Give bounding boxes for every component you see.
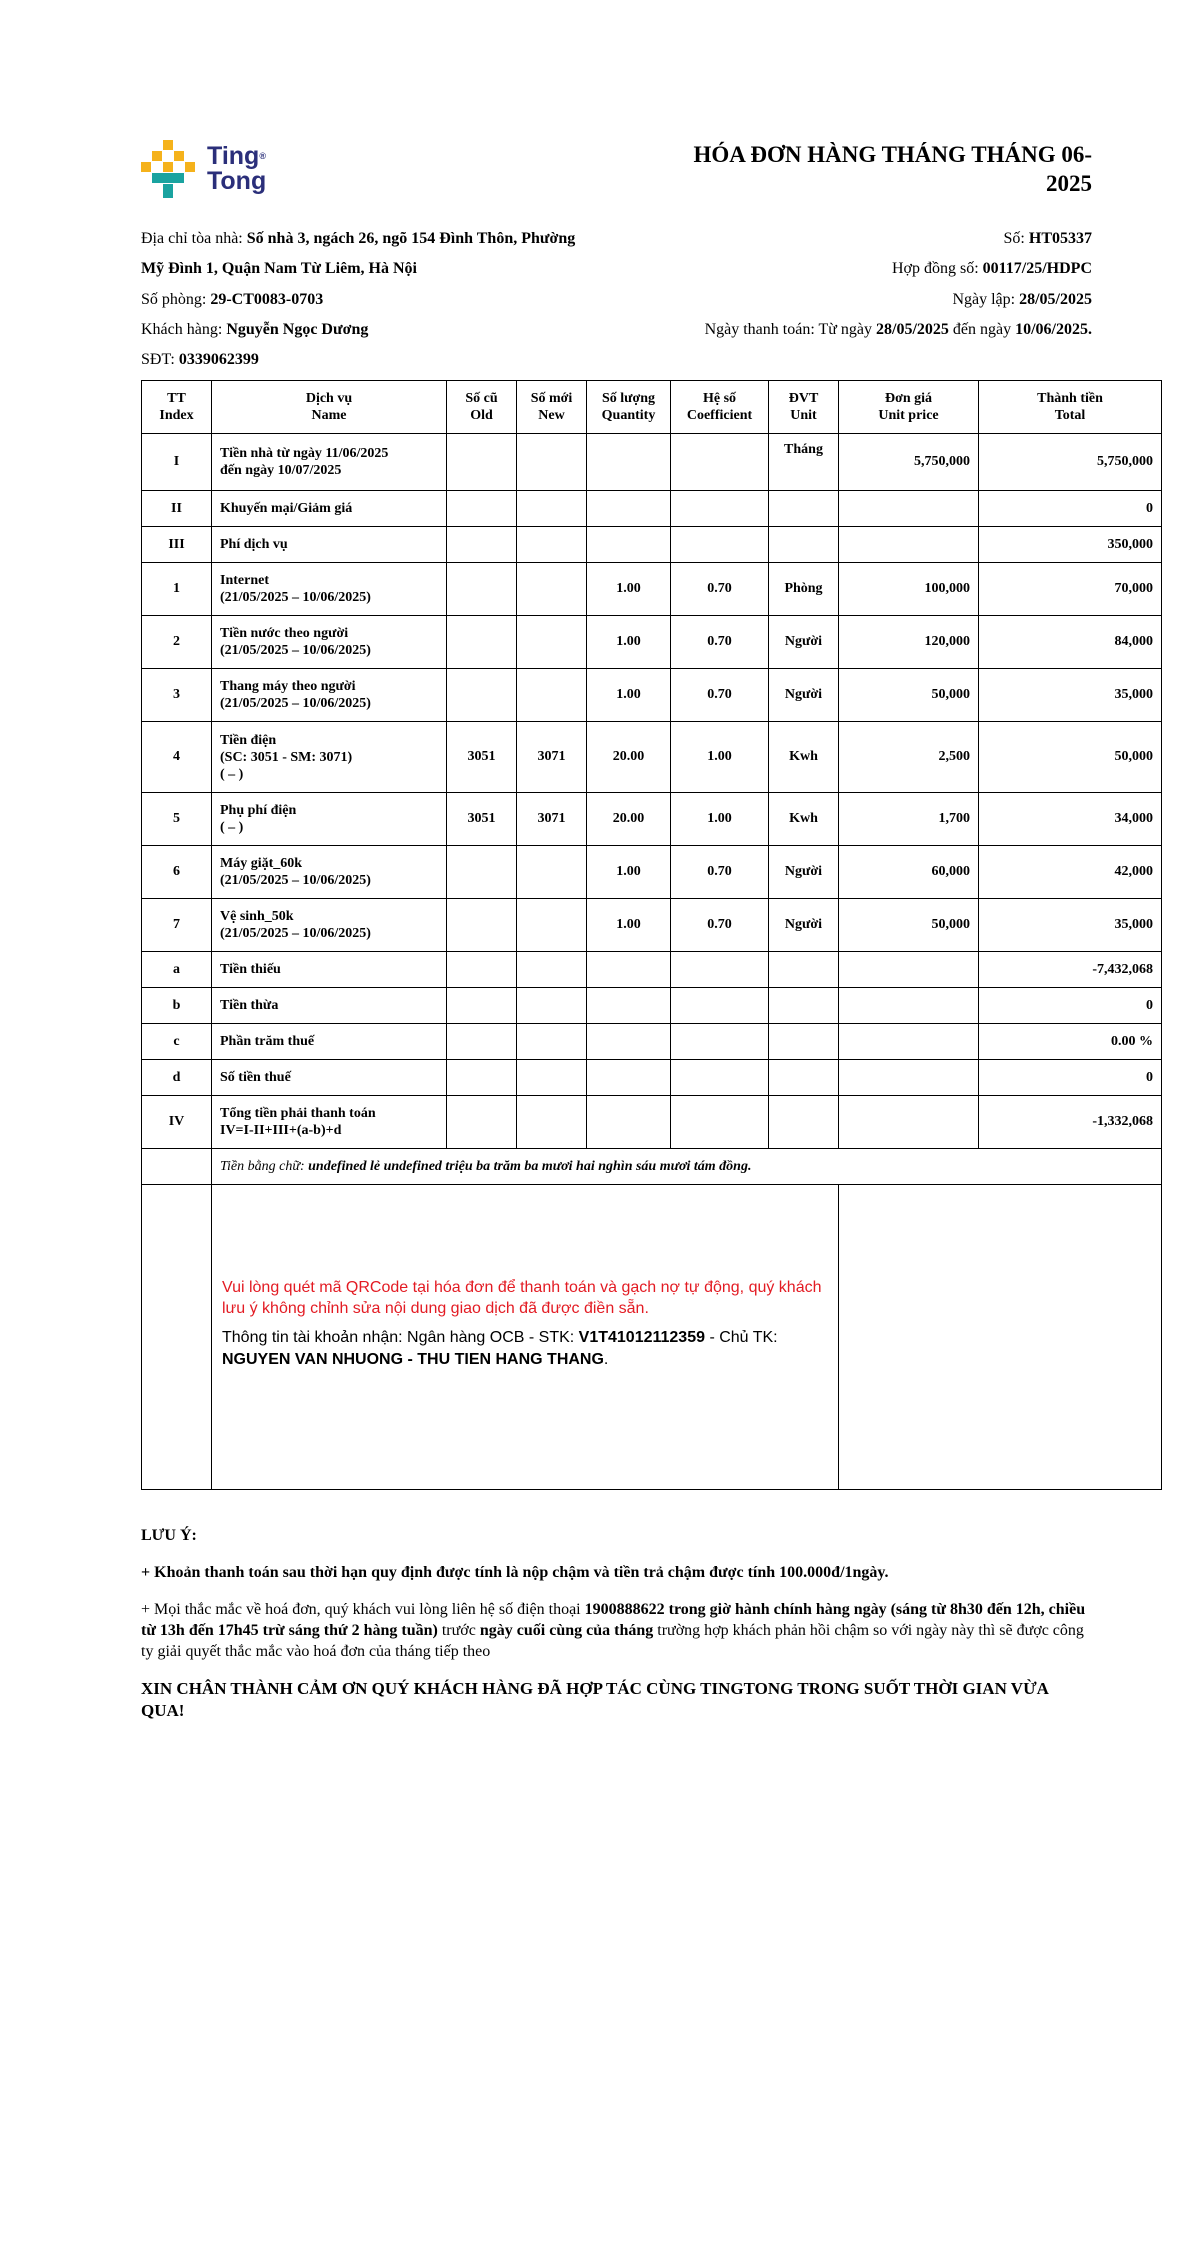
row-new-reading: [517, 1060, 587, 1096]
column-header-line: Name: [311, 408, 347, 423]
column-header: [979, 381, 1162, 434]
row-unit: Người: [769, 616, 839, 669]
column-header-line: Old: [470, 408, 493, 423]
service-name-line: (21/05/2025 – 10/06/2025): [220, 873, 371, 888]
row-quantity: 1.00: [587, 899, 671, 952]
row-unit: [769, 1060, 839, 1096]
column-header-line: New: [538, 408, 565, 423]
logo-registered: ®: [259, 151, 266, 161]
payment-date-label: Ngày thanh toán: Từ ngày: [704, 321, 877, 338]
service-name-line: IV=I-II+III+(a-b)+d: [220, 1123, 342, 1138]
service-name-line: Tiền nước theo người: [220, 626, 349, 641]
row-service-name: [212, 1096, 447, 1149]
invoice-title: HÓA ĐƠN HÀNG THÁNG THÁNG 06-2025: [693, 142, 1092, 196]
row-total: 84,000: [979, 616, 1162, 669]
qr-notice: Vui lòng quét mã QRCode tại hóa đơn để thanh toán và gạch nợ tự động, quý khách lưu ý không chỉnh sửa nội dung giao dịch đã được điền sẵn.: [222, 1279, 822, 1317]
service-name-line: Vệ sinh_50k: [220, 909, 294, 924]
row-unit-price: 120,000: [839, 616, 979, 669]
row-old-reading: [447, 563, 517, 616]
row-total: 42,000: [979, 846, 1162, 899]
row-unit: Người: [769, 899, 839, 952]
row-index: IV: [142, 1096, 212, 1149]
column-header: [839, 381, 979, 434]
note-contact-c: trước: [437, 1622, 480, 1639]
table-header-row: [142, 381, 1162, 434]
column-header: [769, 381, 839, 434]
row-old-reading: [447, 491, 517, 527]
row-quantity: [587, 527, 671, 563]
row-unit: Phòng: [769, 563, 839, 616]
column-header-line: TT: [167, 391, 186, 406]
invoice-info: [141, 230, 1160, 395]
amount-in-words-label: Tiền bằng chữ:: [220, 1158, 309, 1174]
note-late-payment: + Khoản thanh toán sau thời hạn quy định được tính là nộp chậm và tiền trả chậm được tính 100.000đ/1ngày.: [141, 1564, 889, 1581]
service-name-line: Tiền điện: [220, 732, 277, 748]
column-header-line: Unit: [790, 408, 817, 423]
row-new-reading: [517, 846, 587, 899]
service-name-line: (21/05/2025 – 10/06/2025): [220, 590, 371, 605]
row-coefficient: [671, 1060, 769, 1096]
table-row: [142, 669, 1162, 722]
row-index: 4: [142, 722, 212, 793]
row-unit-price: 5,750,000: [839, 434, 979, 491]
amount-in-words: [212, 1149, 1162, 1185]
column-header: [671, 381, 769, 434]
row-old-reading: 3051: [447, 722, 517, 793]
row-coefficient: 0.70: [671, 669, 769, 722]
row-service-name: [212, 846, 447, 899]
contract-value: 00117/25/HDPC: [982, 260, 1092, 277]
column-header-line: Index: [159, 408, 194, 423]
row-index: a: [142, 952, 212, 988]
row-index: b: [142, 988, 212, 1024]
row-service-name: [212, 491, 447, 527]
note-contact-a: + Mọi thắc mắc về hoá đơn, quý khách vui lòng liên hệ số điện thoại: [141, 1601, 585, 1618]
row-index: II: [142, 491, 212, 527]
customer-value: Nguyễn Ngọc Dương: [226, 321, 369, 338]
logo-text-top: Ting: [207, 142, 260, 170]
column-header: [587, 381, 671, 434]
note-contact-deadline: ngày cuối cùng của tháng: [479, 1622, 654, 1639]
account-mid: - Chủ TK:: [705, 1329, 778, 1346]
row-unit: Kwh: [769, 722, 839, 793]
row-old-reading: [447, 1096, 517, 1149]
row-new-reading: [517, 988, 587, 1024]
room-label: Số phòng:: [141, 291, 211, 308]
account-end: .: [603, 1351, 609, 1368]
payment-date-mid: đến ngày: [948, 321, 1016, 338]
row-unit: Người: [769, 846, 839, 899]
tingtong-logo: [141, 140, 301, 202]
row-coefficient: 0.70: [671, 899, 769, 952]
column-header-line: Coefficient: [686, 408, 753, 423]
row-new-reading: 3071: [517, 722, 587, 793]
row-service-name: [212, 1060, 447, 1096]
date-label: Ngày lập:: [952, 291, 1020, 308]
row-unit: [769, 1096, 839, 1149]
table-cell: [142, 1185, 212, 1490]
row-coefficient: 0.70: [671, 563, 769, 616]
service-name-line: Tiền nhà từ ngày 11/06/2025: [220, 446, 389, 461]
row-unit-price: [839, 1024, 979, 1060]
contract-line: [892, 260, 1092, 278]
row-coefficient: 0.70: [671, 616, 769, 669]
service-name-line: Tiền thừa: [220, 998, 279, 1013]
row-new-reading: [517, 491, 587, 527]
row-new-reading: [517, 899, 587, 952]
note-contact: [141, 1599, 1091, 1662]
row-unit: Kwh: [769, 793, 839, 846]
service-name-line: Tổng tiền phải thanh toán: [220, 1106, 376, 1121]
table-row: [142, 491, 1162, 527]
service-name-line: ( – ): [220, 820, 244, 835]
row-total: 0: [979, 1060, 1162, 1096]
row-quantity: [587, 1096, 671, 1149]
row-service-name: [212, 722, 447, 793]
service-name-line: Phần trăm thuế: [220, 1034, 315, 1049]
column-header-line: Thành tiền: [1037, 391, 1103, 406]
row-service-name: [212, 899, 447, 952]
notes-heading: LƯU Ý:: [141, 1527, 197, 1544]
row-service-name: [212, 988, 447, 1024]
column-header: [517, 381, 587, 434]
row-total: 0: [979, 988, 1162, 1024]
table-row: [142, 1024, 1162, 1060]
payment-info-row: [142, 1185, 1162, 1490]
row-service-name: [212, 952, 447, 988]
table-row: [142, 434, 1162, 491]
note-contact-e: trường hợp khách phản hồi chậm so với ngày này thì sẽ được công ty giải quyết thắc mắc vào hoá đơn của tháng tiếp theo: [141, 1622, 1084, 1660]
address-value: Số nhà 3, ngách 26, ngõ 154 Đình Thôn, Phường: [246, 230, 576, 247]
column-header-line: Số mới: [530, 391, 573, 406]
row-coefficient: [671, 1096, 769, 1149]
phone-value: 0339062399: [178, 351, 259, 368]
payment-date-from: 28/05/2025: [876, 321, 949, 338]
table-row: [142, 899, 1162, 952]
row-total: 0: [979, 491, 1162, 527]
row-index: 6: [142, 846, 212, 899]
account-name: NGUYEN VAN NHUONG - THU TIEN HANG THANG: [222, 1351, 604, 1368]
invoice-number-value: HT05337: [1028, 230, 1092, 247]
row-old-reading: 3051: [447, 793, 517, 846]
row-total: 34,000: [979, 793, 1162, 846]
date-value: 28/05/2025: [1019, 291, 1092, 308]
table-row: [142, 616, 1162, 669]
customer-label: Khách hàng:: [141, 321, 227, 338]
invoice-number-label: Số:: [1003, 230, 1029, 247]
column-header-line: Số lượng: [601, 391, 656, 406]
row-total: 70,000: [979, 563, 1162, 616]
address-line-1: [141, 230, 575, 248]
row-coefficient: 1.00: [671, 793, 769, 846]
row-total: 5,750,000: [979, 434, 1162, 491]
row-quantity: [587, 1060, 671, 1096]
service-name-line: ( – ): [220, 766, 244, 782]
table-row: [142, 1096, 1162, 1149]
row-service-name: [212, 527, 447, 563]
notes-section: [141, 1525, 1091, 1738]
service-name-line: Tiền thiếu: [220, 962, 281, 977]
service-name-line: (21/05/2025 – 10/06/2025): [220, 926, 371, 941]
row-old-reading: [447, 952, 517, 988]
customer-line: [141, 321, 368, 339]
column-header: [142, 381, 212, 434]
payment-instructions: [212, 1185, 839, 1490]
invoice-number-line: [1004, 230, 1092, 248]
row-quantity: [587, 988, 671, 1024]
logo-wordmark: [207, 144, 266, 194]
row-total: 50,000: [979, 722, 1162, 793]
row-quantity: [587, 491, 671, 527]
amount-in-words-row: [142, 1149, 1162, 1185]
row-unit-price: [839, 527, 979, 563]
row-old-reading: [447, 669, 517, 722]
row-total: -1,332,068: [979, 1096, 1162, 1149]
row-old-reading: [447, 846, 517, 899]
column-header: [212, 381, 447, 434]
row-index: 5: [142, 793, 212, 846]
service-name-line: (21/05/2025 – 10/06/2025): [220, 696, 371, 711]
row-coefficient: [671, 434, 769, 491]
row-coefficient: [671, 952, 769, 988]
row-coefficient: [671, 988, 769, 1024]
row-unit: [769, 1024, 839, 1060]
service-name-line: Phụ phí điện: [220, 803, 297, 818]
row-quantity: [587, 1024, 671, 1060]
row-new-reading: [517, 1024, 587, 1060]
row-coefficient: [671, 527, 769, 563]
table-row: [142, 793, 1162, 846]
column-header-line: Đơn giá: [884, 391, 933, 406]
row-unit-price: 100,000: [839, 563, 979, 616]
contract-label: Hợp đồng số:: [891, 260, 983, 277]
invoice-page: [141, 140, 1160, 1720]
row-index: III: [142, 527, 212, 563]
account-info: [222, 1327, 830, 1371]
row-index: c: [142, 1024, 212, 1060]
row-unit-price: [839, 952, 979, 988]
row-quantity: [587, 952, 671, 988]
row-unit: [769, 952, 839, 988]
row-unit-price: [839, 1060, 979, 1096]
row-coefficient: 1.00: [671, 722, 769, 793]
row-total: 350,000: [979, 527, 1162, 563]
row-unit-price: 60,000: [839, 846, 979, 899]
service-name-line: Internet: [220, 573, 269, 588]
row-quantity: 1.00: [587, 846, 671, 899]
service-name-line: đến ngày 10/07/2025: [220, 463, 342, 478]
account-prefix: Thông tin tài khoản nhận: Ngân hàng OCB - STK:: [222, 1329, 579, 1346]
row-unit: [769, 988, 839, 1024]
row-quantity: 1.00: [587, 669, 671, 722]
table-row: [142, 988, 1162, 1024]
row-new-reading: [517, 563, 587, 616]
row-old-reading: [447, 434, 517, 491]
row-index: 1: [142, 563, 212, 616]
column-header-line: Unit price: [878, 408, 939, 423]
column-header-line: Hệ số: [702, 391, 737, 406]
row-index: 3: [142, 669, 212, 722]
row-new-reading: 3071: [517, 793, 587, 846]
row-quantity: 20.00: [587, 722, 671, 793]
row-unit: [769, 527, 839, 563]
service-name-line: Số tiền thuế: [220, 1070, 291, 1085]
row-service-name: [212, 434, 447, 491]
row-index: 7: [142, 899, 212, 952]
table-row: [142, 563, 1162, 616]
column-header-line: ĐVT: [788, 391, 819, 406]
service-name-line: (21/05/2025 – 10/06/2025): [220, 643, 371, 658]
row-unit: Người: [769, 669, 839, 722]
table-row: [142, 952, 1162, 988]
row-service-name: [212, 669, 447, 722]
table-row: [142, 1060, 1162, 1096]
row-total: 0.00 %: [979, 1024, 1162, 1060]
phone-label: SĐT:: [141, 351, 179, 368]
service-name-line: Phí dịch vụ: [220, 537, 288, 552]
service-name-line: Máy giặt_60k: [220, 856, 303, 871]
row-new-reading: [517, 669, 587, 722]
row-index: d: [142, 1060, 212, 1096]
row-new-reading: [517, 527, 587, 563]
address-line-2: [141, 260, 417, 278]
row-quantity: 20.00: [587, 793, 671, 846]
row-coefficient: 0.70: [671, 846, 769, 899]
row-service-name: [212, 616, 447, 669]
address-value-2: Mỹ Đình 1, Quận Nam Từ Liêm, Hà Nội: [141, 260, 417, 277]
row-quantity: 1.00: [587, 563, 671, 616]
row-total: 35,000: [979, 899, 1162, 952]
date-line: [952, 291, 1092, 309]
payment-date-line: [705, 321, 1092, 339]
row-coefficient: [671, 1024, 769, 1060]
service-name-line: Khuyến mại/Giảm giá: [220, 501, 353, 516]
row-new-reading: [517, 952, 587, 988]
row-quantity: [587, 434, 671, 491]
address-label: Địa chỉ tòa nhà:: [141, 230, 247, 247]
row-total: 35,000: [979, 669, 1162, 722]
note-contact-hours: 1900888622 trong giờ hành chính hàng ngày (sáng từ 8h30 đến 12h, chiều từ 13h đến 17h45 trừ sáng thứ 2 hàng tuần): [141, 1601, 1086, 1639]
row-old-reading: [447, 1060, 517, 1096]
row-index: I: [142, 434, 212, 491]
row-quantity: 1.00: [587, 616, 671, 669]
row-service-name: [212, 793, 447, 846]
row-new-reading: [517, 434, 587, 491]
invoice-header: [141, 140, 1160, 240]
column-header: [447, 381, 517, 434]
table-cell: [142, 1149, 212, 1185]
row-new-reading: [517, 1096, 587, 1149]
service-name-line: Thang máy theo người: [220, 679, 356, 694]
table-row: [142, 527, 1162, 563]
service-name-line: (SC: 3051 - SM: 3071): [220, 749, 353, 765]
account-number: V1T41012112359: [578, 1329, 705, 1346]
column-header-line: Số cũ: [465, 391, 498, 406]
table-row: [142, 722, 1162, 793]
phone-line: [141, 351, 259, 369]
room-value: 29-CT0083-0703: [210, 291, 324, 308]
row-unit-price: 50,000: [839, 899, 979, 952]
thanks-message: XIN CHÂN THÀNH CẢM ƠN QUÝ KHÁCH HÀNG ĐÃ HỢP TÁC CÙNG TINGTONG TRONG SUỐT THỜI GIAN VỪA QUA!: [141, 1679, 1048, 1720]
row-unit-price: 1,700: [839, 793, 979, 846]
row-new-reading: [517, 616, 587, 669]
row-unit-price: [839, 1096, 979, 1149]
room-line: [141, 291, 323, 309]
row-unit-price: [839, 988, 979, 1024]
logo-mark-icon: [141, 140, 203, 202]
column-header-line: Dịch vụ: [305, 391, 353, 406]
row-service-name: [212, 1024, 447, 1060]
row-old-reading: [447, 616, 517, 669]
row-coefficient: [671, 491, 769, 527]
logo-text-bottom: Tong: [207, 167, 267, 195]
row-unit: [769, 491, 839, 527]
column-header-line: Total: [1054, 408, 1086, 423]
row-index: 2: [142, 616, 212, 669]
row-old-reading: [447, 988, 517, 1024]
qr-code-area: [839, 1185, 1162, 1490]
row-total: -7,432,068: [979, 952, 1162, 988]
amount-in-words-value: undefined lẻ undefined triệu ba trăm ba mươi hai nghìn sáu mươi tám đồng.: [308, 1158, 752, 1174]
invoice-table: [141, 380, 1162, 1490]
table-row: [142, 846, 1162, 899]
row-old-reading: [447, 1024, 517, 1060]
column-header-line: Quantity: [601, 408, 656, 423]
row-old-reading: [447, 527, 517, 563]
row-unit: Tháng: [769, 434, 839, 491]
payment-date-to: 10/06/2025.: [1015, 321, 1092, 338]
row-old-reading: [447, 899, 517, 952]
row-unit-price: 50,000: [839, 669, 979, 722]
row-unit-price: [839, 491, 979, 527]
row-unit-price: 2,500: [839, 722, 979, 793]
row-service-name: [212, 563, 447, 616]
